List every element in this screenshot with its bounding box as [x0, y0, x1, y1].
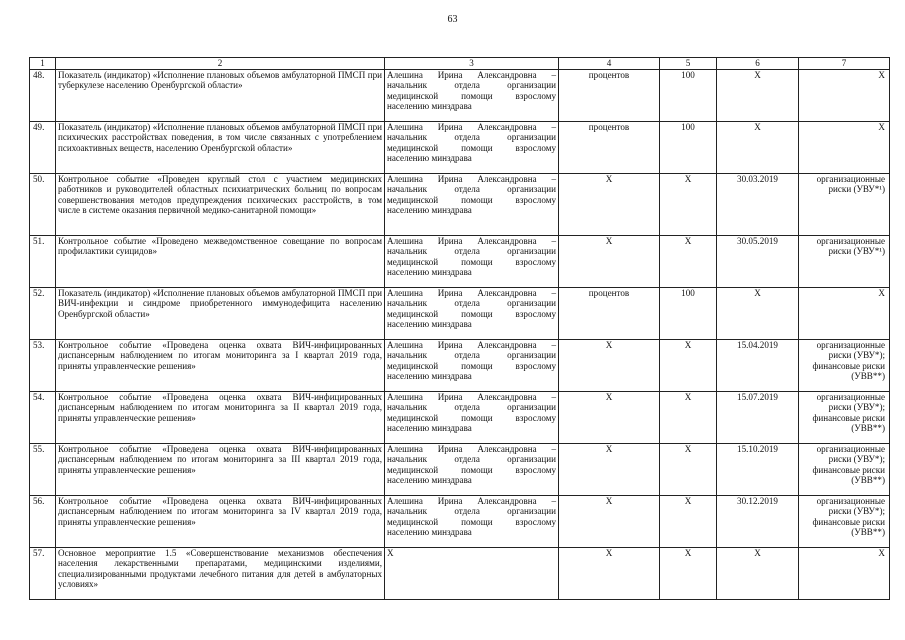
row-unit: процентов	[559, 288, 660, 340]
row-unit: Х	[559, 340, 660, 392]
row-description: Контрольное событие «Проведено межведомственное совещание по вопросам профилактики суицидов»	[56, 236, 385, 288]
row-value: Х	[660, 174, 717, 236]
row-unit: процентов	[559, 122, 660, 174]
row-number: 54.	[30, 392, 56, 444]
row-description: Показатель (индикатор) «Исполнение плановых объемов амбулаторной ПМСП при ВИЧ-инфекции и синдроме приобретенного иммунодефицита населению Оренбургской области»	[56, 288, 385, 340]
row-date: 15.07.2019	[717, 392, 799, 444]
row-risk: организационные риски (УВУ*); финансовые риски (УВВ**)	[799, 340, 890, 392]
row-responsible: Алешина Ирина Александровна – начальник отдела организации медицинской помощи взрослому населению минздрава	[385, 122, 559, 174]
row-value: Х	[660, 444, 717, 496]
row-description: Показатель (индикатор) «Исполнение плановых объемов амбулаторной ПМСП при психических расстройствах поведения, в том числе связанных с употреблением психоактивных веществ, населению Оренбургской области»	[56, 122, 385, 174]
header-cell: 6	[717, 58, 799, 70]
row-date: 15.10.2019	[717, 444, 799, 496]
table-row	[30, 444, 890, 496]
row-value: 100	[660, 288, 717, 340]
table-row	[30, 122, 890, 174]
row-date: Х	[717, 548, 799, 600]
table-row	[30, 174, 890, 236]
header-cell: 7	[799, 58, 890, 70]
row-number: 50.	[30, 174, 56, 236]
row-description: Контрольное событие «Проведен круглый стол с участием медицинских работников и руководителей областных психиатрических больниц по вопросам совершенствования методов предупреждения психических расстройств, в том числе в системе оказания первичной медико-санитарной помощи»	[56, 174, 385, 236]
row-description: Контрольное событие «Проведена оценка охвата ВИЧ-инфицированных диспансерным наблюдением по итогам мониторинга за III квартал 2019 года, приняты управленческие решения»	[56, 444, 385, 496]
row-risk: Х	[799, 122, 890, 174]
row-responsible: Алешина Ирина Александровна – начальник отдела организации медицинской помощи взрослому населению минздрава	[385, 288, 559, 340]
row-value: Х	[660, 496, 717, 548]
row-date: Х	[717, 122, 799, 174]
row-responsible: Алешина Ирина Александровна – начальник отдела организации медицинской помощи взрослому населению минздрава	[385, 444, 559, 496]
row-date: Х	[717, 70, 799, 122]
table-row	[30, 496, 890, 548]
row-unit: процентов	[559, 70, 660, 122]
row-unit: Х	[559, 236, 660, 288]
row-value: Х	[660, 340, 717, 392]
row-risk: организационные риски (УВУ*); финансовые риски (УВВ**)	[799, 392, 890, 444]
row-description: Контрольное событие «Проведена оценка охвата ВИЧ-инфицированных диспансерным наблюдением по итогам мониторинга за II квартал 2019 года, приняты управленческие решения»	[56, 392, 385, 444]
table-row	[30, 70, 890, 122]
row-date: Х	[717, 288, 799, 340]
row-value: 100	[660, 122, 717, 174]
row-number: 51.	[30, 236, 56, 288]
row-risk: Х	[799, 548, 890, 600]
row-date: 30.05.2019	[717, 236, 799, 288]
row-risk: организационные риски (УВУ*¹)	[799, 174, 890, 236]
table-row	[30, 392, 890, 444]
row-value: Х	[660, 392, 717, 444]
row-number: 52.	[30, 288, 56, 340]
row-value: 100	[660, 70, 717, 122]
row-value: Х	[660, 548, 717, 600]
row-description: Показатель (индикатор) «Исполнение плановых объемов амбулаторной ПМСП при туберкулезе населению Оренбургской области»	[56, 70, 385, 122]
table-row	[30, 548, 890, 600]
row-description: Основное мероприятие 1.5 «Совершенствование механизмов обеспечения населения лекарственными препаратами, медицинскими изделиями, специализированными продуктами лечебного питания для детей в амбулаторных условиях»	[56, 548, 385, 600]
row-unit: Х	[559, 392, 660, 444]
row-risk: организационные риски (УВУ*¹)	[799, 236, 890, 288]
row-value: Х	[660, 236, 717, 288]
header-cell: 3	[385, 58, 559, 70]
row-description: Контрольное событие «Проведена оценка охвата ВИЧ-инфицированных диспансерным наблюдением по итогам мониторинга за IV квартал 2019 года, приняты управленческие решения»	[56, 496, 385, 548]
row-number: 56.	[30, 496, 56, 548]
row-number: 55.	[30, 444, 56, 496]
row-number: 53.	[30, 340, 56, 392]
row-responsible: Алешина Ирина Александровна – начальник отдела организации медицинской помощи взрослому населению минздрава	[385, 174, 559, 236]
row-number: 49.	[30, 122, 56, 174]
row-responsible: Х	[385, 548, 559, 600]
row-unit: Х	[559, 548, 660, 600]
table-row	[30, 340, 890, 392]
row-description: Контрольное событие «Проведена оценка охвата ВИЧ-инфицированных диспансерным наблюдением по итогам мониторинга за I квартал 2019 года, приняты управленческие решения»	[56, 340, 385, 392]
row-number: 57.	[30, 548, 56, 600]
row-number: 48.	[30, 70, 56, 122]
table-row	[30, 236, 890, 288]
row-unit: Х	[559, 174, 660, 236]
row-date: 15.04.2019	[717, 340, 799, 392]
row-risk: Х	[799, 288, 890, 340]
row-date: 30.03.2019	[717, 174, 799, 236]
row-risk: организационные риски (УВУ*); финансовые риски (УВВ**)	[799, 496, 890, 548]
header-cell: 5	[660, 58, 717, 70]
row-responsible: Алешина Ирина Александровна – начальник отдела организации медицинской помощи взрослому населению минздрава	[385, 392, 559, 444]
row-responsible: Алешина Ирина Александровна – начальник отдела организации медицинской помощи взрослому населению минздрава	[385, 70, 559, 122]
page-number: 63	[447, 14, 458, 25]
row-date: 30.12.2019	[717, 496, 799, 548]
plan-table	[29, 57, 890, 600]
row-unit: Х	[559, 444, 660, 496]
header-cell: 4	[559, 58, 660, 70]
header-cell: 1	[30, 58, 56, 70]
row-unit: Х	[559, 496, 660, 548]
row-responsible: Алешина Ирина Александровна – начальник отдела организации медицинской помощи взрослому населению минздрава	[385, 496, 559, 548]
row-risk: организационные риски (УВУ*); финансовые риски (УВВ**)	[799, 444, 890, 496]
table-header-row	[30, 58, 890, 70]
row-responsible: Алешина Ирина Александровна – начальник отдела организации медицинской помощи взрослому населению минздрава	[385, 236, 559, 288]
row-risk: Х	[799, 70, 890, 122]
header-cell: 2	[56, 58, 385, 70]
row-responsible: Алешина Ирина Александровна – начальник отдела организации медицинской помощи взрослому населению минздрава	[385, 340, 559, 392]
table-row	[30, 288, 890, 340]
